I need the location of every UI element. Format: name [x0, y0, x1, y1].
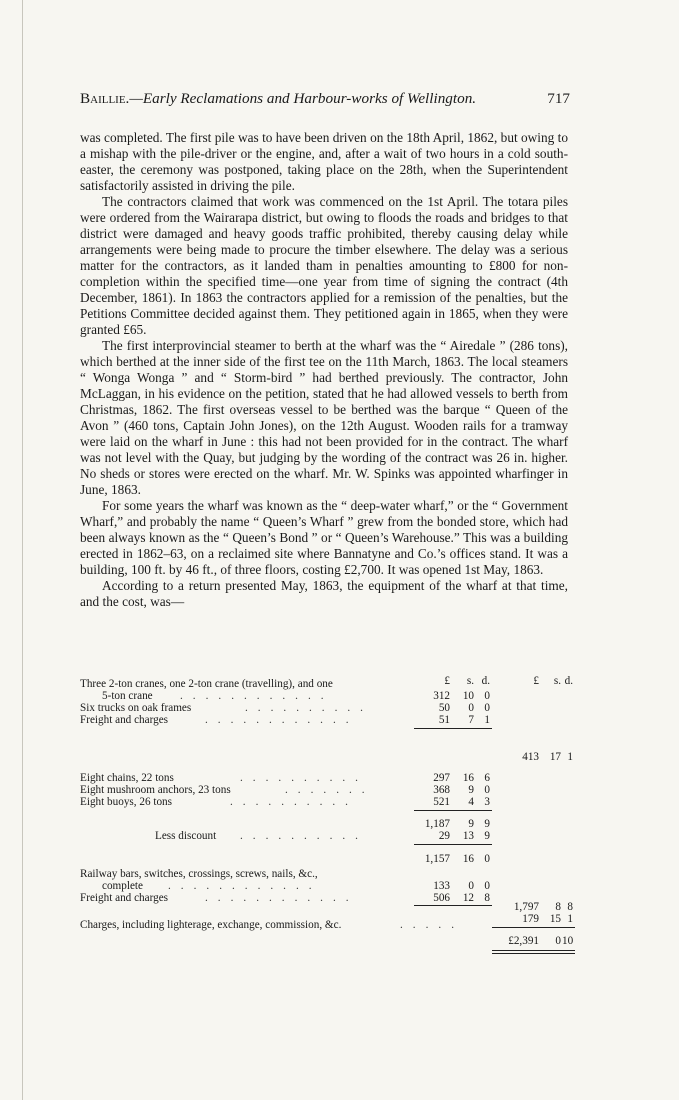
- col-header-pence: d.: [481, 675, 490, 687]
- col-header-pence: d.: [564, 675, 573, 687]
- amount: 521: [433, 796, 450, 808]
- grand-total: 0: [555, 935, 561, 947]
- leader-dots: .......: [285, 784, 375, 796]
- subtotal: 8: [555, 901, 561, 913]
- amount: 9: [468, 784, 474, 796]
- equipment-cost-table: [80, 673, 575, 973]
- amount: 1: [484, 714, 490, 726]
- double-rule-line: [492, 950, 575, 951]
- grand-total: 10: [562, 935, 574, 947]
- amount: 0: [484, 690, 490, 702]
- amount: 4: [468, 796, 474, 808]
- amount: 133: [433, 880, 450, 892]
- amount: 3: [484, 796, 490, 808]
- amount: 29: [438, 830, 450, 842]
- row-label: Eight mushroom anchors, 23 tons: [80, 784, 231, 796]
- net-amount: 1,157: [424, 853, 450, 865]
- col-header-pounds: £: [444, 675, 450, 687]
- row-label: Eight buoys, 26 tons: [80, 796, 172, 808]
- subtotal: 413: [522, 751, 539, 763]
- amount: 506: [433, 892, 450, 904]
- amount: 0: [484, 702, 490, 714]
- header-author: Baillie.: [80, 90, 130, 107]
- amount: 12: [462, 892, 474, 904]
- sum: 9: [484, 818, 490, 830]
- row-label: complete: [102, 880, 144, 892]
- amount: 6: [484, 772, 490, 784]
- leader-dots: ..........: [245, 702, 373, 714]
- amount: 0: [484, 880, 490, 892]
- row-label: 5-ton crane: [102, 690, 153, 702]
- row-label: Railway bars, switches, crossings, screws, nails, &c.,: [80, 868, 318, 880]
- net-amount: 0: [484, 853, 490, 865]
- amount: 1: [567, 913, 573, 925]
- row-label: Six trucks on oak frames: [80, 702, 192, 714]
- page-number: 717: [547, 90, 570, 107]
- leader-dots: ............: [180, 690, 334, 702]
- subtotal: 17: [549, 751, 561, 763]
- leader-dots: ..........: [230, 796, 358, 808]
- leader-dots: .....: [400, 919, 464, 931]
- leader-dots: ............: [205, 714, 359, 726]
- amount: 179: [522, 913, 539, 925]
- header-title: —Early Reclamations and Harbour-works of Wellington.: [129, 90, 477, 107]
- double-rule-line: [492, 953, 575, 954]
- amount: 9: [484, 830, 490, 842]
- row-label: Freight and charges: [80, 714, 169, 726]
- rule-line: [414, 844, 492, 845]
- row-label: Eight chains, 22 tons: [80, 772, 174, 784]
- rule-line: [414, 905, 492, 906]
- rule-line: [492, 927, 575, 928]
- subtotal: 8: [567, 901, 573, 913]
- leader-dots: ............: [168, 880, 322, 892]
- amount: 312: [433, 690, 450, 702]
- rule-line: [414, 728, 492, 729]
- subtotal: 1,797: [513, 901, 539, 913]
- amount: 0: [468, 880, 474, 892]
- col-header-pounds: £: [533, 675, 539, 687]
- col-header-shillings: s.: [553, 675, 561, 687]
- amount: 13: [462, 830, 474, 842]
- subtotal: 1: [567, 751, 573, 763]
- header-text: [80, 90, 476, 108]
- amount: 51: [438, 714, 450, 726]
- amount: 0: [484, 784, 490, 796]
- paragraph: According to a return presented May, 1863, the equipment of the wharf at that time, and the cost, was—: [80, 578, 568, 609]
- paragraph: For some years the wharf was known as the “ deep-water wharf,” or the “ Government Wharf,” and probably the name “ Queen’s Wharf ” grew from the bonded store, which had been always known as the “ Queen’s Bond ” or “ Queen’s Warehouse.” This was a building erected in 1862–63, on a reclaimed site where Bannatyne and Co.’s offices stand. It was a building, 100 ft. by 46 ft., of three floors, costing £2,700. It was opened 1st May, 1863.: [80, 498, 568, 577]
- row-label: Three 2-ton cranes, one 2-ton crane (travelling), and one: [80, 678, 333, 690]
- leader-dots: ..........: [240, 830, 368, 842]
- paragraph: was completed. The first pile was to have been driven on the 18th April, 1862, but owing to a mishap with the pile-driver or the engine, and, after a wait of two hours in a cold south-easter, the ceremony was postponed, taking place on the 28th, when the Superintendent satisfactorily assisted in driving the pile.: [80, 130, 568, 193]
- grand-total: £2,391: [508, 935, 539, 947]
- sum: 9: [468, 818, 474, 830]
- amount: 50: [438, 702, 450, 714]
- amount: 0: [468, 702, 474, 714]
- col-header-shillings: s.: [466, 675, 474, 687]
- net-amount: 16: [462, 853, 474, 865]
- running-header: [80, 90, 570, 108]
- amount: 8: [484, 892, 490, 904]
- row-label: Charges, including lighterage, exchange, commission, &c.: [80, 919, 342, 931]
- amount: 7: [468, 714, 474, 726]
- rule-line: [414, 810, 492, 811]
- amount: 10: [462, 690, 474, 702]
- page-edge-rule: [22, 0, 23, 1100]
- paragraph: The first interprovincial steamer to berth at the wharf was the “ Airedale ” (286 tons), which berthed at the inner side of the first tee on the 11th March, 1863. The local steamers “ Wonga Wonga ” and “ Storm-bird ” had berthed previously. The contractor, John McLaggan, in his evidence on the petition, stated that he had allowed vessels to berth from Christmas, 1862. The first overseas vessel to be berthed was the barque “ Queen of the Avon ” (460 tons, Captain John Jones), on the 12th August. Wooden rails for a tramway were laid on the wharf in June : this had not been provided for in the contract. The wharf was not level with the Quay, but judging by the wording of the contract was 26 in. higher. No sheds or stores were erected on the wharf. Mr. W. Spinks was appointed wharfinger in June, 1863.: [80, 338, 568, 497]
- amount: 16: [462, 772, 474, 784]
- sum: 1,187: [424, 818, 450, 830]
- leader-dots: ............: [205, 892, 359, 904]
- amount: 368: [433, 784, 450, 796]
- leader-dots: ..........: [240, 772, 368, 784]
- body-text: [80, 130, 568, 610]
- amount: 15: [549, 913, 561, 925]
- row-label: Less discount: [155, 830, 217, 842]
- row-label: Freight and charges: [80, 892, 169, 904]
- paragraph: The contractors claimed that work was commenced on the 1st April. The totara piles were ordered from the Wairarapa district, but owing to floods the roads and bridges to that district were damaged and heavy goods traffic prohibited, thereby causing delay while arrangements were being made to procure the timber elsewhere. The delay was a serious matter for the contractors, as it landed tham in penalties amounting to £800 for non-completion within the specified time—one year from time of signing the contract (4th December, 1861). In 1863 the contractors applied for a remission of the penalties, but the Petitions Committee decided against them. They petitioned again in 1865, when they were granted £65.: [80, 194, 568, 337]
- amount: 297: [433, 772, 450, 784]
